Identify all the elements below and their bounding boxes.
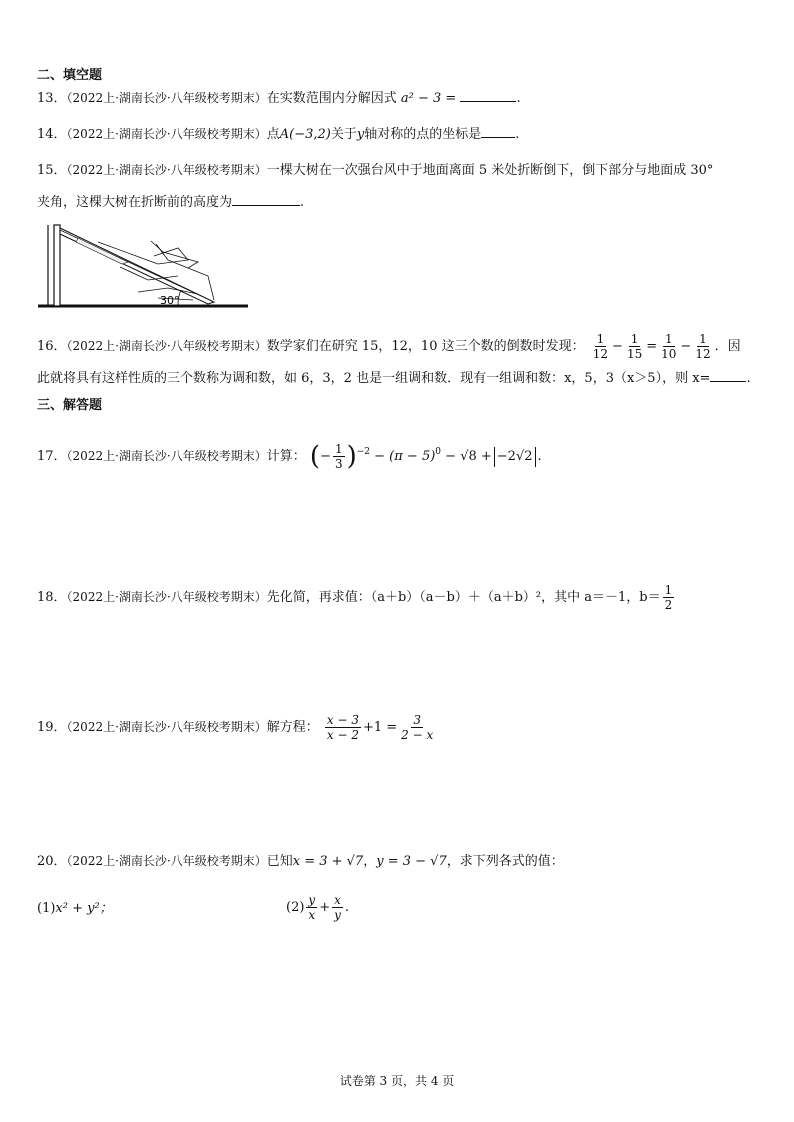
- page-footer: 试卷第 3 页，共 4 页: [339, 1074, 455, 1088]
- angle-label: 30°: [160, 294, 180, 307]
- fraction: $\frac{x - 3}{x - 2}$: [326, 713, 359, 742]
- question-20: 20．（2022上·湖南长沙·八年级校考期末）已知x = 3 + √7，y = 3 − √7，求下列各式的值：: [37, 854, 564, 869]
- question-16-line-2: 此就将具有这样性质的三个数称为调和数，如 6，3，2 也是一组调和数．现有一组调和数：x，5，3（x＞5），则 x= .: [37, 371, 751, 386]
- question-14: 14．（2022上·湖南长沙·八年级校考期末）点A(−3,2)关于y轴对称的点的坐标是 .: [37, 127, 520, 142]
- fraction: $\frac{1}{15}$: [626, 332, 643, 361]
- fraction: $\frac{1}{3}$: [334, 442, 343, 471]
- section-solve: 三、解答题: [37, 398, 103, 413]
- tree-trunk: [54, 225, 60, 306]
- question-13: 13．（2022上·湖南长沙·八年级校考期末）在实数范围内分解因式 a² − 3 = .: [37, 91, 521, 106]
- question-17: 17．（2022上·湖南长沙·八年级校考期末）计算： (− $\frac{1}{3}$ )$^{-2} - (\pi - 5)^0 - √8 + -2√2$ .: [37, 441, 542, 472]
- question-18: 18．（2022上·湖南长沙·八年级校考期末）先化简，再求值：（a＋b）（a－b）＋（a＋b）²，其中 a＝－1，b＝ $\frac{1}{2}$: [37, 583, 673, 612]
- question-20-part-2: (2) $\frac{y}{x}$ + $\frac{x}{y}$ .: [286, 893, 350, 922]
- question-19: 19．（2022上·湖南长沙·八年级校考期末）解方程： $\frac{x - 3}{x - 2}$ +1 = $\frac{3}{2 - x}$: [37, 713, 434, 742]
- q13-expression: a² − 3 =: [400, 91, 457, 106]
- y-definition: y = 3 − √7: [376, 854, 447, 869]
- question-15-line-2: 夹角，这棵大树在折断前的高度为 .: [37, 195, 305, 210]
- answer-blank: [481, 125, 515, 138]
- x-definition: x = 3 + √7: [292, 854, 364, 869]
- fraction: $\frac{x}{y}$: [334, 893, 341, 922]
- answer-blank: [460, 89, 516, 102]
- section-fill-in: 二、填空题: [37, 68, 103, 83]
- question-20-part-1: (1)x² + y²；: [37, 901, 113, 916]
- fraction: $\frac{y}{x}$: [308, 893, 316, 922]
- fraction: $\frac{1}{10}$: [661, 332, 677, 361]
- fraction: $\frac{3}{2 - x}$: [401, 713, 434, 742]
- broken-tree-figure: [38, 220, 250, 312]
- point-a: A(−3,2): [279, 127, 331, 142]
- fraction: $\frac{1}{2}$: [664, 583, 673, 612]
- question-16-line-1: 16．（2022上·湖南长沙·八年级校考期末）数学家们在研究 15，12，10 这三个数的倒数时发现： $\frac{1}{12}$ − $\frac{1}{15}$ = $\frac{1}{10}$ − $\frac{1}{12}$ ．因: [37, 332, 741, 361]
- answer-blank: [232, 193, 300, 206]
- fraction: $\frac{1}{12}$: [592, 332, 609, 361]
- answer-blank: [710, 369, 746, 382]
- question-15-line-1: 15．（2022上·湖南长沙·八年级校考期末）一棵大树在一次强台风中于地面离面 5 米处折断倒下，倒下部分与地面成 30°: [37, 163, 714, 178]
- fraction: $\frac{1}{12}$: [695, 332, 711, 361]
